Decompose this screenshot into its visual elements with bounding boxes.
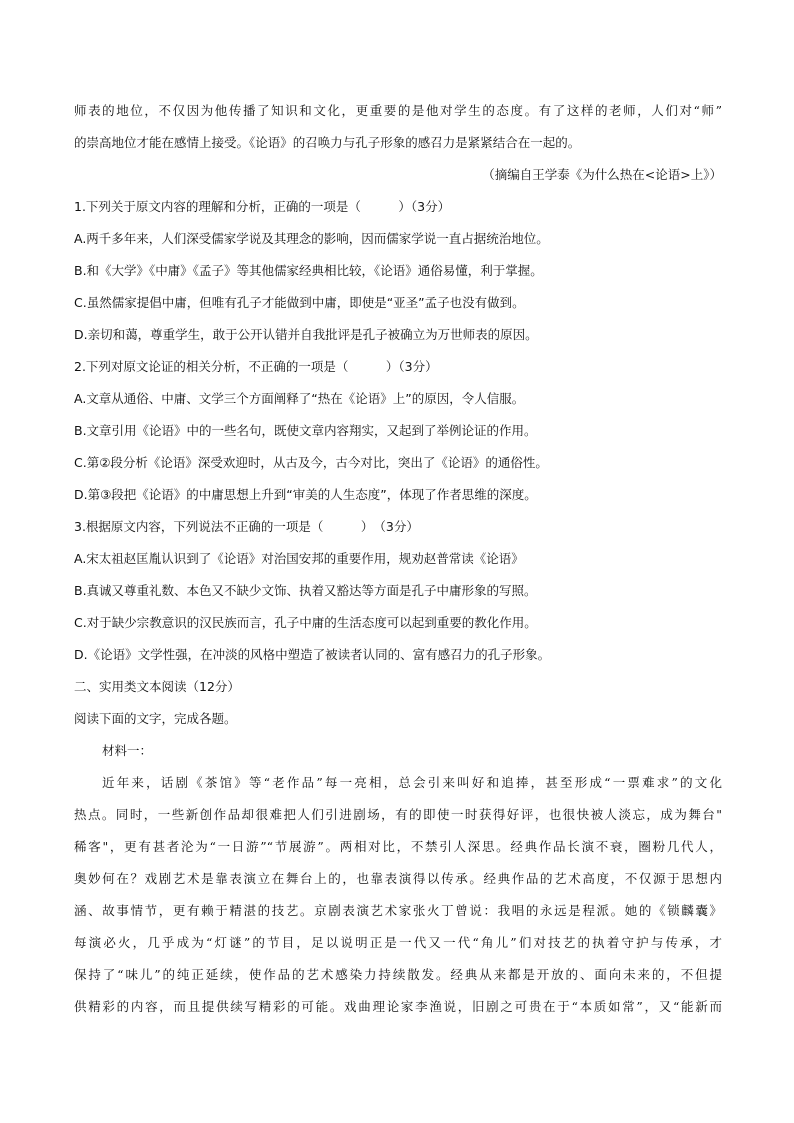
material-line-6: 每演必火，几乎成为“灯谜”的节目，足以说明正是一代又一代“角儿”们对技艺的执着守护与传承，才 (74, 935, 722, 950)
question-3-option-c: C.对于缺少宗教意识的汉民族而言，孔子中庸的生活态度可以起到重要的教化作用。 (74, 615, 537, 630)
passage-line-2: 的崇高地位才能在感情上接受。《论语》的召唤力与孔子形象的感召力是紧紧结合在一起的。 (74, 135, 581, 150)
question-1-option-b: B.和《大学》《中庸》《孟子》等其他儒家经典相比较，《论语》通俗易懂，利于掌握。 (74, 263, 543, 278)
question-1-stem: 1.下列关于原文内容的理解和分析，正确的一项是（ ）（3分） (74, 199, 451, 214)
material-line-8: 供精彩的内容，而且提供续写精彩的可能。戏曲理论家李渔说，旧剧之可贵在于“本质如常”，又“能新而 (74, 999, 722, 1014)
material-line-7: 保持了“味儿”的纯正延续，使作品的艺术感染力持续散发。经典从来都是开放的、面向未来的，不但提 (74, 967, 722, 982)
material-line-3: 稀客"，更有甚者沦为“一日游”“节展游”。两相对比，不禁引人深思。经典作品长演不衰，圈粉几代人， (74, 839, 722, 854)
question-1-option-d: D.亲切和蔼，尊重学生，敢于公开认错并自我批评是孔子被确立为万世师表的原因。 (74, 327, 538, 342)
question-2-option-b: B.文章引用《论语》中的一些名句，既使文章内容翔实，又起到了举例论证的作用。 (74, 423, 537, 438)
section-instruction: 阅读下面的文字，完成各题。 (74, 711, 237, 726)
question-3-option-b: B.真诚又尊重礼数、本色又不缺少文饰、执着又豁达等方面是孔子中庸形象的写照。 (74, 583, 537, 598)
question-1-option-a: A.两千多年来，人们深受儒家学说及其理念的影响，因而儒家学说一直占据统治地位。 (74, 231, 549, 246)
question-3-stem: 3.根据原文内容，下列说法不正确的一项是（ ） （3分） (74, 519, 419, 534)
material-line-4: 奥妙何在？戏剧艺术是靠表演立在舞台上的，也靠表演得以传承。经典作品的艺术高度，不仅源于思想内 (74, 871, 722, 886)
question-3-option-a: A.宋太祖赵匡胤认识到了《论语》对治国安邦的重要作用，规劝赵普常读《论语》 (74, 551, 524, 566)
question-1-option-c: C.虽然儒家提倡中庸，但唯有孔子才能做到中庸，即使是“亚圣”孟子也没有做到。 (74, 295, 525, 310)
question-2-option-d: D.第③段把《论语》的中庸思想上升到“审美的人生态度”，体现了作者思维的深度。 (74, 487, 537, 502)
question-2-stem: 2.下列对原文论证的相关分析，不正确的一项是（ ）（3分） (74, 359, 438, 374)
material-line-5: 涵、故事情节，更有赖于精湛的技艺。京剧表演艺术家张火丁曾说：我唱的永远是程派。她的《锁麟囊》 (74, 903, 722, 918)
material-line-1: 近年来，话剧《茶馆》等“老作品”每一亮相，总会引来叫好和追捧，甚至形成“一票难求”的文化 (102, 775, 722, 790)
material-label: 材料一： (102, 743, 153, 758)
passage-source: （摘编自王学泰《为什么热在<论语>上》） (482, 167, 722, 182)
question-2-option-c: C.第②段分析《论语》深受欢迎时，从古及今，古今对比，突出了《论语》的通俗性。 (74, 455, 548, 470)
question-3-option-d: D.《论语》文学性强，在冲淡的风格中塑造了被读者认同的、富有感召力的孔子形象。 (74, 647, 551, 662)
question-2-option-a: A.文章从通俗、中庸、文学三个方面阐释了“热在《论语》上”的原因，令人信服。 (74, 391, 525, 406)
material-line-2: 热点。同时，一些新创作品却很难把人们引进剧场，有的即使一时获得好评，也很快被人淡忘，成为舞台" (74, 807, 722, 822)
section-heading: 二、实用类文本阅读（12分） (74, 679, 240, 694)
passage-line-1: 师表的地位，不仅因为他传播了知识和文化，更重要的是他对学生的态度。有了这样的老师，人们对“师” (74, 103, 722, 118)
